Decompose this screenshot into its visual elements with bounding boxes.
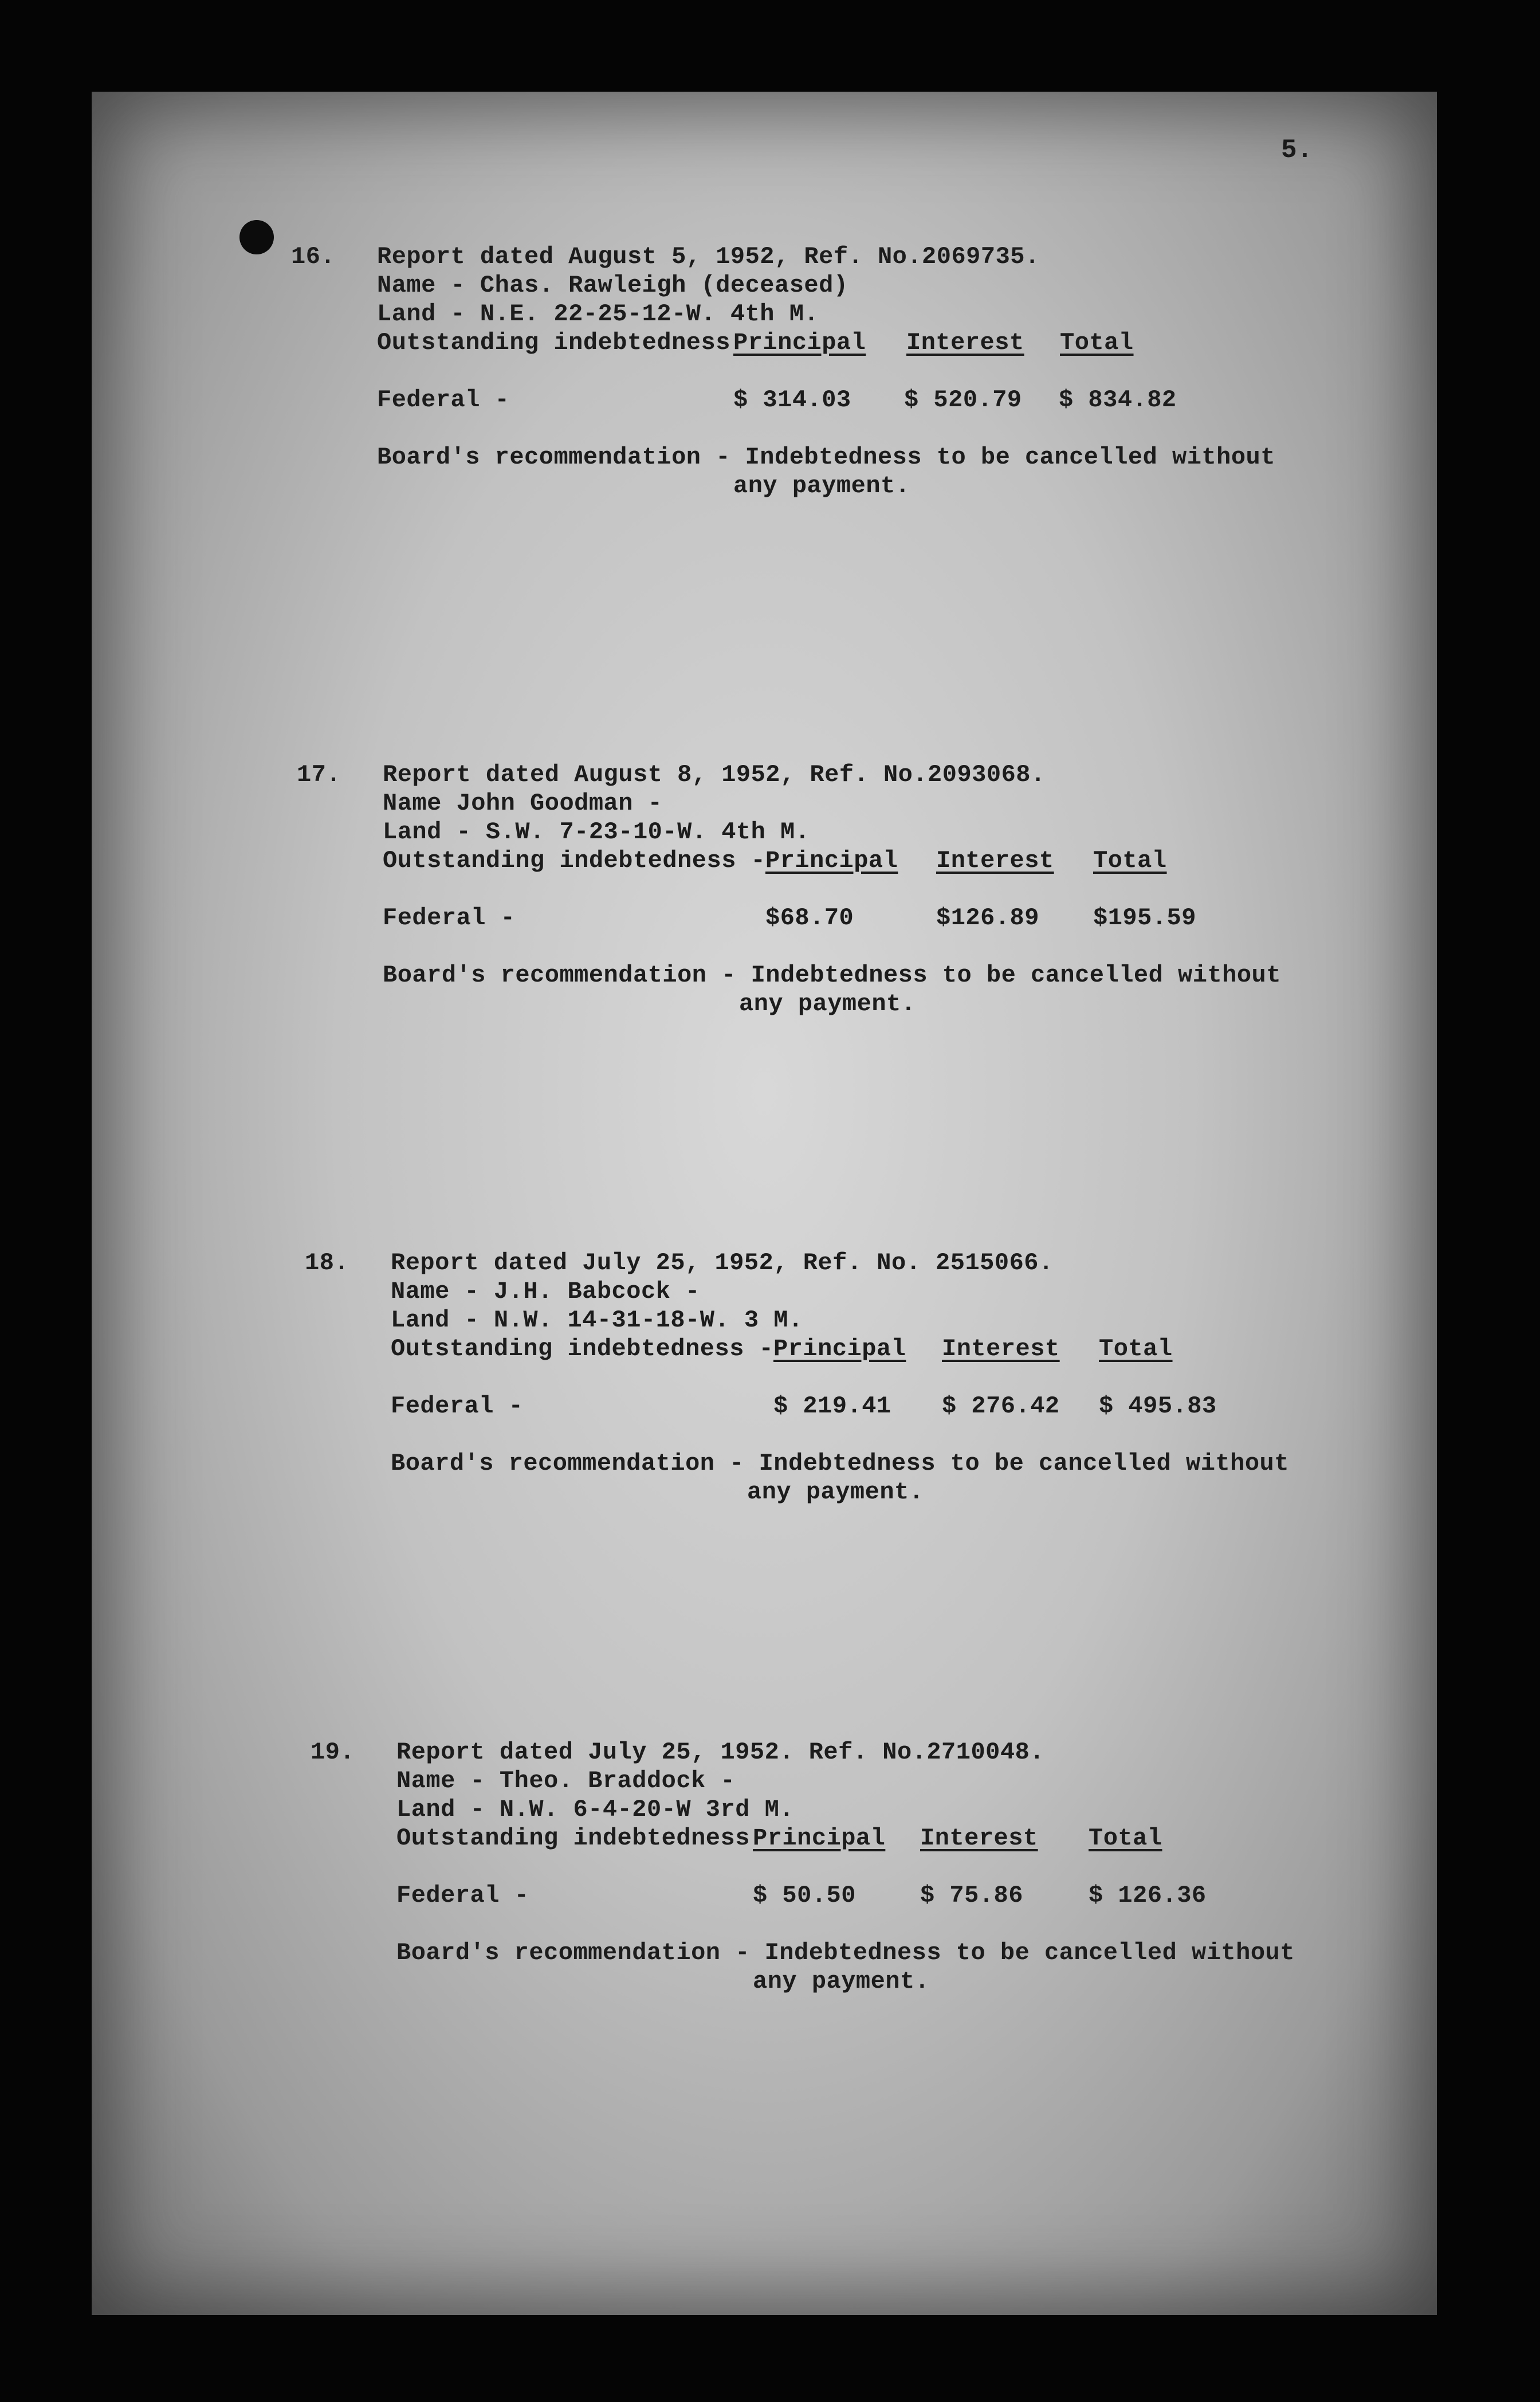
entry-number: 17. [297, 761, 341, 788]
principal-header: Principal [765, 847, 898, 874]
principal-header: Principal [753, 1824, 886, 1852]
principal-value: $ 219.41 [773, 1392, 891, 1420]
entry-16 [291, 243, 1299, 518]
name-line: Name - Theo. Braddock - [396, 1767, 736, 1795]
land-line: Land - S.W. 7-23-10-W. 4th M. [383, 818, 810, 846]
interest-header: Interest [936, 847, 1054, 874]
principal-header: Principal [733, 329, 866, 356]
recommendation-continued: any payment. [733, 472, 910, 500]
report-line: Report dated July 25, 1952. Ref. No.2710048. [396, 1738, 1044, 1766]
recommendation-continued: any payment. [747, 1478, 924, 1506]
report-line: Report dated August 5, 1952, Ref. No.2069735. [377, 243, 1040, 270]
entry-17 [297, 761, 1305, 1036]
federal-label: Federal - [383, 904, 516, 932]
entry-19 [311, 1738, 1319, 2014]
recommendation-line: Board's recommendation - Indebtedness to be cancelled without [396, 1939, 1295, 1967]
total-header: Total [1099, 1335, 1173, 1363]
name-line: Name John Goodman - [383, 790, 663, 817]
recommendation-continued: any payment. [739, 990, 916, 1018]
total-header: Total [1060, 329, 1134, 356]
total-value: $ 834.82 [1059, 386, 1177, 414]
federal-label: Federal - [396, 1882, 529, 1909]
name-line: Name - J.H. Babcock - [391, 1278, 700, 1305]
principal-value: $ 314.03 [733, 386, 851, 414]
interest-value: $ 276.42 [942, 1392, 1060, 1420]
report-line: Report dated July 25, 1952, Ref. No. 2515066. [391, 1249, 1054, 1277]
interest-value: $ 520.79 [904, 386, 1022, 414]
federal-label: Federal - [377, 386, 510, 414]
land-line: Land - N.E. 22-25-12-W. 4th M. [377, 300, 819, 328]
entry-number: 16. [291, 243, 336, 270]
outstanding-label: Outstanding indebtedness [377, 329, 730, 356]
principal-value: $68.70 [765, 904, 854, 932]
entry-number: 19. [311, 1738, 355, 1766]
recommendation-line: Board's recommendation - Indebtedness to be cancelled without [391, 1450, 1289, 1477]
land-line: Land - N.W. 14-31-18-W. 3 M. [391, 1306, 803, 1334]
interest-header: Interest [906, 329, 1024, 356]
total-value: $195.59 [1093, 904, 1196, 932]
total-header: Total [1089, 1824, 1162, 1852]
report-line: Report dated August 8, 1952, Ref. No.2093068. [383, 761, 1046, 788]
interest-value: $126.89 [936, 904, 1039, 932]
outstanding-label: Outstanding indebtedness - [391, 1335, 774, 1363]
total-header: Total [1093, 847, 1167, 874]
interest-value: $ 75.86 [920, 1882, 1023, 1909]
total-value: $ 126.36 [1089, 1882, 1207, 1909]
entry-18 [305, 1249, 1313, 1524]
recommendation-line: Board's recommendation - Indebtedness to be cancelled without [383, 961, 1281, 989]
punch-hole [239, 220, 274, 254]
land-line: Land - N.W. 6-4-20-W 3rd M. [396, 1796, 795, 1823]
name-line: Name - Chas. Rawleigh (deceased) [377, 272, 848, 299]
entry-number: 18. [305, 1249, 349, 1277]
outstanding-label: Outstanding indebtedness [396, 1824, 750, 1852]
principal-header: Principal [773, 1335, 906, 1363]
outstanding-label: Outstanding indebtedness - [383, 847, 766, 874]
page-number: 5. [1281, 135, 1313, 165]
federal-label: Federal - [391, 1392, 524, 1420]
recommendation-line: Board's recommendation - Indebtedness to be cancelled without [377, 443, 1275, 471]
interest-header: Interest [920, 1824, 1038, 1852]
recommendation-continued: any payment. [753, 1968, 930, 1995]
total-value: $ 495.83 [1099, 1392, 1217, 1420]
principal-value: $ 50.50 [753, 1882, 856, 1909]
interest-header: Interest [942, 1335, 1060, 1363]
